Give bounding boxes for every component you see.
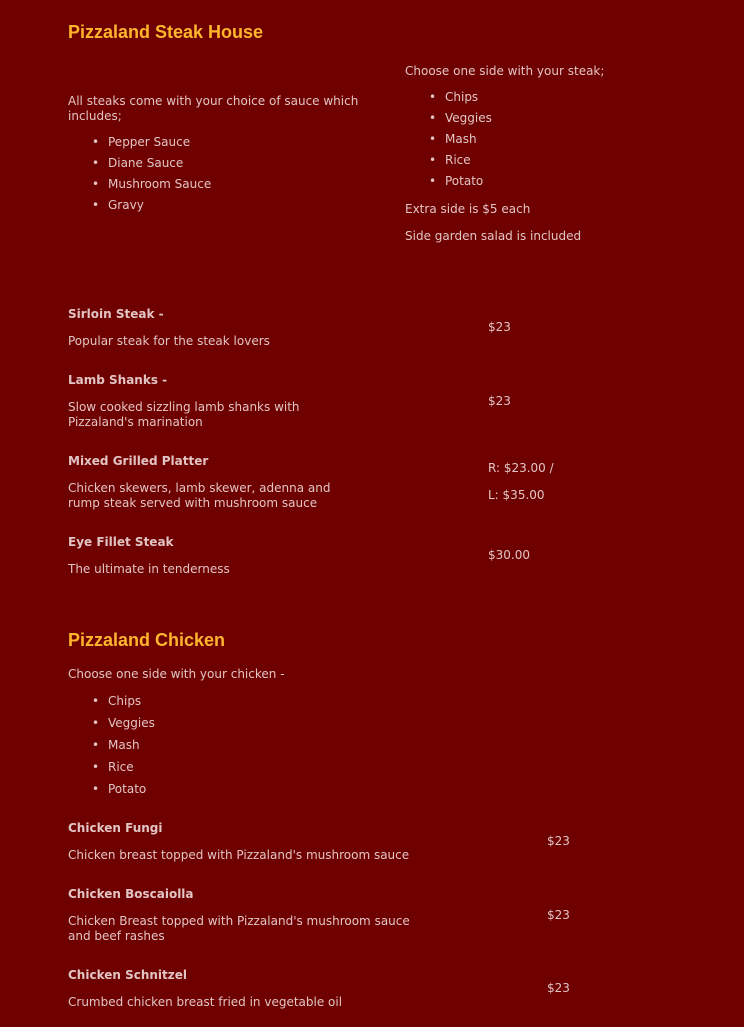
list-item: • Rice — [68, 756, 155, 778]
item-description: Chicken Breast topped with Pizzaland's mushroom sauce and beef rashes — [68, 914, 410, 943]
item-name: Sirloin Steak - — [68, 307, 164, 321]
item-name: Lamb Shanks - — [68, 373, 168, 387]
steak-side-intro: Choose one side with your steak; — [405, 64, 605, 78]
chicken-side-intro: Choose one side with your chicken - — [68, 667, 285, 681]
item-name: Chicken Fungi — [68, 821, 163, 835]
item-price: $23 — [488, 320, 511, 334]
item-price-regular: R: $23.00 / — [488, 461, 554, 475]
list-item: • Mash — [405, 129, 492, 150]
list-item: • Veggies — [405, 108, 492, 129]
item-description: Chicken breast topped with Pizzaland's mushroom sauce — [68, 848, 410, 862]
item-price: $23 — [547, 834, 570, 848]
list-item: • Potato — [68, 778, 155, 800]
item-name: Mixed Grilled Platter — [68, 454, 209, 468]
list-item: • Rice — [405, 150, 492, 171]
item-name: Eye Fillet Steak — [68, 535, 174, 549]
sauce-intro: All steaks come with your choice of sauce which includes; — [68, 94, 359, 123]
item-description: Crumbed chicken breast fried in vegetable oil — [68, 995, 343, 1009]
steak-section-title: Pizzaland Steak House — [68, 22, 264, 42]
sauce-list — [68, 132, 211, 216]
item-description: Popular steak for the steak lovers — [68, 334, 270, 348]
salad-note: Side garden salad is included — [405, 229, 582, 243]
chicken-side-list — [68, 690, 155, 800]
list-item: • Diane Sauce — [68, 153, 211, 174]
list-item: • Chips — [405, 87, 492, 108]
list-item: • Chips — [68, 690, 155, 712]
steak-side-list — [405, 87, 492, 192]
item-price: $23 — [547, 908, 570, 922]
item-description: Chicken skewers, lamb skewer, adenna and rump steak served with mushroom sauce — [68, 481, 331, 510]
item-price: $23 — [547, 981, 570, 995]
item-description: The ultimate in tenderness — [68, 562, 230, 576]
list-item: • Mash — [68, 734, 155, 756]
list-item: • Potato — [405, 171, 492, 192]
list-item: • Veggies — [68, 712, 155, 734]
item-name: Chicken Schnitzel — [68, 968, 188, 982]
item-name: Chicken Boscaiolla — [68, 887, 194, 901]
item-price: $23 — [488, 394, 511, 408]
item-price-large: L: $35.00 — [488, 488, 545, 502]
extra-side-note: Extra side is $5 each — [405, 202, 531, 216]
chicken-section-title: Pizzaland Chicken — [68, 630, 226, 650]
list-item: • Gravy — [68, 195, 211, 216]
item-price: $30.00 — [488, 548, 530, 562]
list-item: • Pepper Sauce — [68, 132, 211, 153]
item-description: Slow cooked sizzling lamb shanks with Pizzaland's marination — [68, 400, 300, 429]
list-item: • Mushroom Sauce — [68, 174, 211, 195]
